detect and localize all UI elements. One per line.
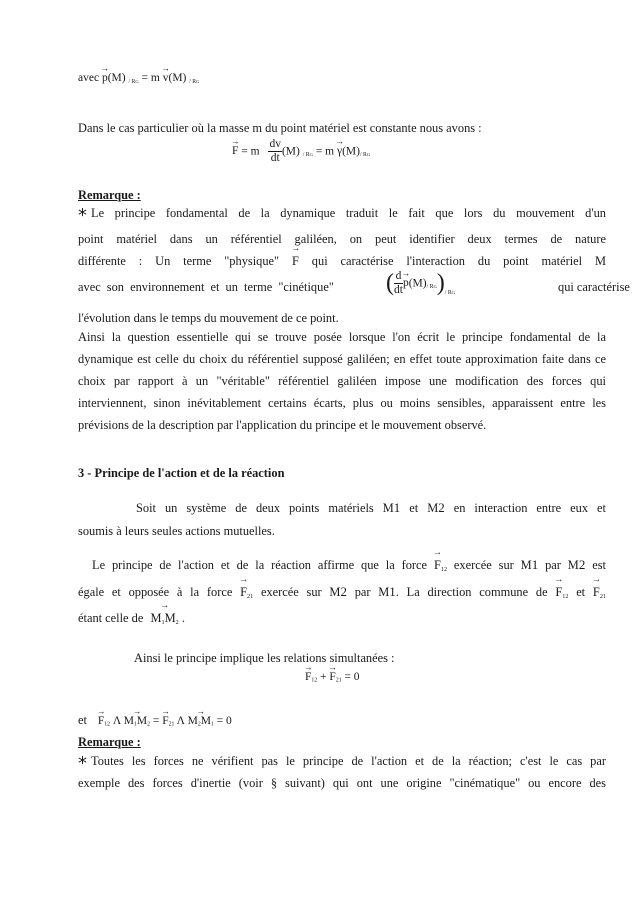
f-vector-2: → F xyxy=(292,254,299,269)
remarque1-line3: différente : Un terme "physique" → F qui caractérise l'interaction du point matériel M xyxy=(78,254,606,269)
momentum-definition xyxy=(78,72,199,85)
eq1-ref2: / RG xyxy=(359,152,371,159)
ref-frame: / RG xyxy=(128,78,139,85)
text-avec: avec xyxy=(78,72,100,84)
equation-moment: et → F12 Λ → M1M2 = → F21 Λ → M2M1 = 0 xyxy=(78,713,232,728)
remarque2-line2: exemple des forces d'inertie (voir § suivant) qui ont une origine "cinématique" ou encore des xyxy=(78,776,606,790)
remarque1-line1: * Le principe fondamental de la dynamique traduit le fait que lors du mouvement d'un xyxy=(78,205,606,226)
eq1-eqm: = m xyxy=(241,145,260,158)
section3-para2-line3: étant celle de → M1M2 . xyxy=(78,611,185,626)
section-3-heading: 3 - Principe de l'action et de la réaction xyxy=(78,466,285,480)
p-vector: → p xyxy=(102,72,108,84)
section3-para2: Le principe de l'action et de la réaction affirme que la force → F12 exercée sur M1 par M2 est xyxy=(78,557,606,573)
f-vector: → F xyxy=(232,145,238,157)
eq-m: = m xyxy=(141,72,160,84)
remarque1-line2: point matériel dans un référentiel galiléen, on peut identifier deux termes de nature xyxy=(78,232,606,246)
section3-para2-line2: égale et opposée à la force → F21 exercée sur M2 par M1. La direction commune de → F12 et → F21 xyxy=(78,584,606,600)
dp-dt-expression: ( $\frac{d}{dt}$ → p(M)/ $RG)_{/ RG}$ xyxy=(386,270,455,297)
eq1-ref: / RG xyxy=(302,152,313,159)
remarque1-paragraph: Ainsi la question essentielle qui se trouve posée lorsque l'on écrit le principe fondamental de la dynamique est celle du choix du référentiel supposé galiléen; en effet toute approximation faite dans ce choix par rapport à un "véritable" référentiel galiléen impose une modification des forces qui interviennent, sinon inévitablement certains écarts, plus ou moins sensibles, apparaissent entre les prévisions de la description par l'application du principe et le mouvement observé. xyxy=(78,330,606,432)
section3-para1: Soit un système de deux points matériels M1 et M2 en interaction entre eux et xyxy=(136,500,606,515)
remarque-heading-2: Remarque : xyxy=(78,735,141,749)
remarque2-line1: * Toutes les forces ne vérifient pas le principe de l'action et de la réaction; c'est le cas par xyxy=(78,753,606,774)
ref-frame2: / RG xyxy=(189,78,200,85)
star-bullet-1: * xyxy=(78,205,87,226)
intro-text: Dans le cas particulier où la masse m du point matériel est constante nous avons : xyxy=(78,121,482,135)
remarque-heading-1: Remarque : xyxy=(78,188,141,202)
m-point: (M) xyxy=(107,72,126,84)
v-vector: → v xyxy=(163,72,169,84)
dv-dt-fraction: $\frac{dv}{dt}$ xyxy=(269,138,281,165)
eq1-m: (M) xyxy=(281,145,300,158)
equation-newton xyxy=(232,138,370,165)
remarque1-line5: l'évolution dans le temps du mouvement de ce point. xyxy=(78,311,339,325)
star-bullet-2: * xyxy=(78,753,87,774)
eq1-m2: (M) xyxy=(342,145,360,158)
section3-para3: Ainsi le principe implique les relations simultanées : xyxy=(134,651,395,665)
gamma-vector: → γ xyxy=(337,145,342,157)
section3-para1-end: soumis à leurs seules actions mutuelles. xyxy=(78,524,275,538)
eq1-eqm2: = m xyxy=(315,145,335,158)
m-point2: (M) xyxy=(168,72,187,84)
equation-action-reaction: → F12 + → F21 = 0 xyxy=(305,671,360,684)
